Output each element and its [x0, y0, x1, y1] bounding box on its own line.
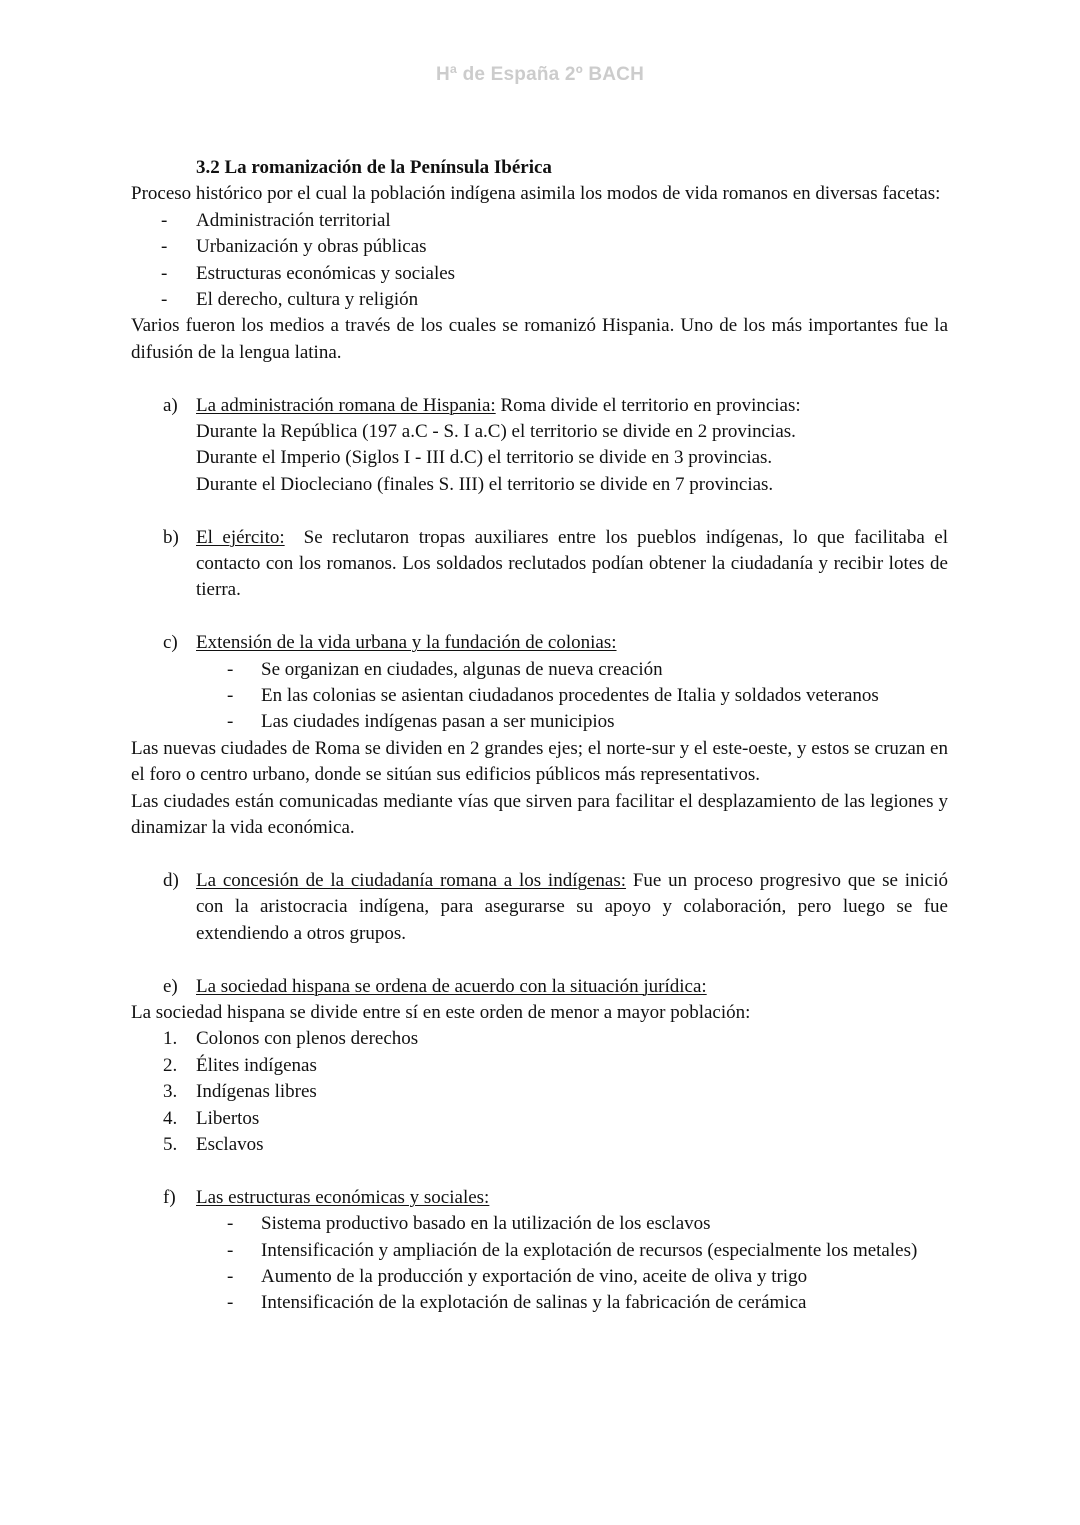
roads-paragraph: Las ciudades están comunicadas mediante vías que sirven para facilitar el desplazamiento de las legiones y dinamizar la vida económica. — [131, 790, 948, 839]
item-marker: d) — [163, 869, 179, 891]
item-c-urban-life — [131, 630, 948, 656]
list-item: - Administración territorial — [131, 208, 948, 234]
list-item: - Sistema productivo basado en la utilización de los esclavos — [131, 1211, 948, 1237]
dash-bullet: - — [227, 1265, 234, 1287]
dash-bullet: - — [161, 262, 168, 284]
list-item: - Aumento de la producción y exportación de vino, aceite de oliva y trigo — [131, 1264, 948, 1290]
list-item: 2. Élites indígenas — [163, 1054, 317, 1076]
page-header: Hª de España 2º BACH — [435, 64, 645, 85]
item-b-army: b) El ejército: Se reclutaron tropas auxiliares entre los pueblos indígenas, lo que facilitaba el contacto con los romanos. Los soldados reclutados podían obtener la ciudadanía y recibir lotes de tierra. — [163, 526, 953, 601]
item-heading: Extensión de la vida urbana y la fundación de colonias: — [196, 632, 617, 654]
item-marker: e) — [163, 975, 178, 997]
republic-line: Durante la República (197 a.C - S. I a.C) el territorio se divide en 2 provincias. — [196, 421, 796, 443]
item-d-citizenship: d) La concesión de la ciudadanía romana a los indígenas: Fue un proceso progresivo que se inició con la aristocracia indígena, para asegurarse su apoyo y colaboración, pero luego se fue extendiendo a otros grupos. — [163, 869, 948, 944]
list-item: 5. Esclavos — [163, 1133, 264, 1155]
means-paragraph: Varios fueron los medios a través de los cuales se romanizó Hispania. Uno de los más importantes fue la difusión de la lengua latina. — [131, 315, 948, 363]
empire-line: Durante el Imperio (Siglos I - III d.C) el territorio se divide en 3 provincias. — [196, 447, 773, 469]
item-heading: Las estructuras económicas y sociales: — [196, 1186, 490, 1208]
economy-list — [131, 1211, 948, 1317]
document-body — [131, 155, 953, 1317]
dash-bullet: - — [161, 209, 168, 231]
urban-list — [131, 657, 948, 736]
list-item: - Las ciudades indígenas pasan a ser municipios — [131, 709, 948, 735]
dash-bullet: - — [227, 685, 234, 707]
item-marker: a) — [163, 394, 178, 416]
list-item: 4. Libertos — [163, 1107, 260, 1129]
society-ranks-list — [131, 1026, 948, 1158]
dash-bullet: - — [161, 289, 168, 311]
item-f-economy — [131, 1185, 948, 1211]
list-item: - Intensificación y ampliación de la explotación de recursos (especialmente los metales) — [131, 1238, 948, 1264]
dash-bullet: - — [227, 658, 234, 680]
diocletian-line: Durante el Diocleciano (finales S. III) el territorio se divide en 7 provincias. — [196, 473, 774, 495]
list-item: - Se organizan en ciudades, algunas de nueva creación — [131, 657, 948, 683]
item-heading: La administración romana de Hispania: — [196, 394, 496, 416]
list-item: - El derecho, cultura y religión — [131, 287, 948, 313]
dash-bullet: - — [227, 711, 234, 733]
facets-list — [131, 208, 948, 314]
item-heading: La concesión de la ciudadanía romana a los indígenas: — [196, 869, 627, 891]
item-a-administration: a) La administración romana de Hispania: Roma divide el territorio en provincias: Durante la República (197 a.C - S. I a.C) el territorio se divide en 2 provincias. Durante el Imperio (Siglos I - III d.C) el territorio se divide en 3 provincias. Durante el Diocleciano (finales S. III) el territorio se divide en 7 provincias. — [131, 393, 948, 499]
item-marker: f) — [163, 1186, 176, 1208]
item-marker: c) — [163, 632, 178, 654]
item-heading: La sociedad hispana se ordena de acuerdo con la situación jurídica: — [196, 975, 707, 997]
dash-bullet: - — [161, 236, 168, 258]
item-marker: b) — [163, 526, 179, 548]
list-item: 1. Colonos con plenos derechos — [163, 1028, 419, 1050]
list-item: 3. Indígenas libres — [163, 1081, 317, 1103]
society-intro: La sociedad hispana se divide entre sí en este orden de menor a mayor población: — [131, 1001, 751, 1023]
item-e-society — [131, 974, 948, 1000]
dash-bullet: - — [227, 1292, 234, 1314]
list-item: - Urbanización y obras públicas — [131, 234, 948, 260]
item-heading: El ejército: — [196, 526, 285, 548]
list-item: - En las colonias se asientan ciudadanos procedentes de Italia y soldados veteranos — [131, 683, 948, 709]
list-item: - Intensificación de la explotación de salinas y la fabricación de cerámica — [131, 1290, 948, 1316]
dash-bullet: - — [227, 1213, 234, 1235]
dash-bullet: - — [227, 1239, 234, 1261]
intro-paragraph: Proceso histórico por el cual la población indígena asimila los modos de vida romanos en diversas facetas: — [131, 183, 941, 205]
cities-axes-paragraph: Las nuevas ciudades de Roma se dividen en 2 grandes ejes; el norte-sur y el este-oeste, y estos se cruzan en el foro o centro urbano, donde se sitúan sus edificios públicos más representativos. — [131, 737, 948, 786]
section-title: 3.2 La romanización de la Península Ibérica — [196, 157, 552, 178]
list-item: - Estructuras económicas y sociales — [131, 261, 948, 287]
